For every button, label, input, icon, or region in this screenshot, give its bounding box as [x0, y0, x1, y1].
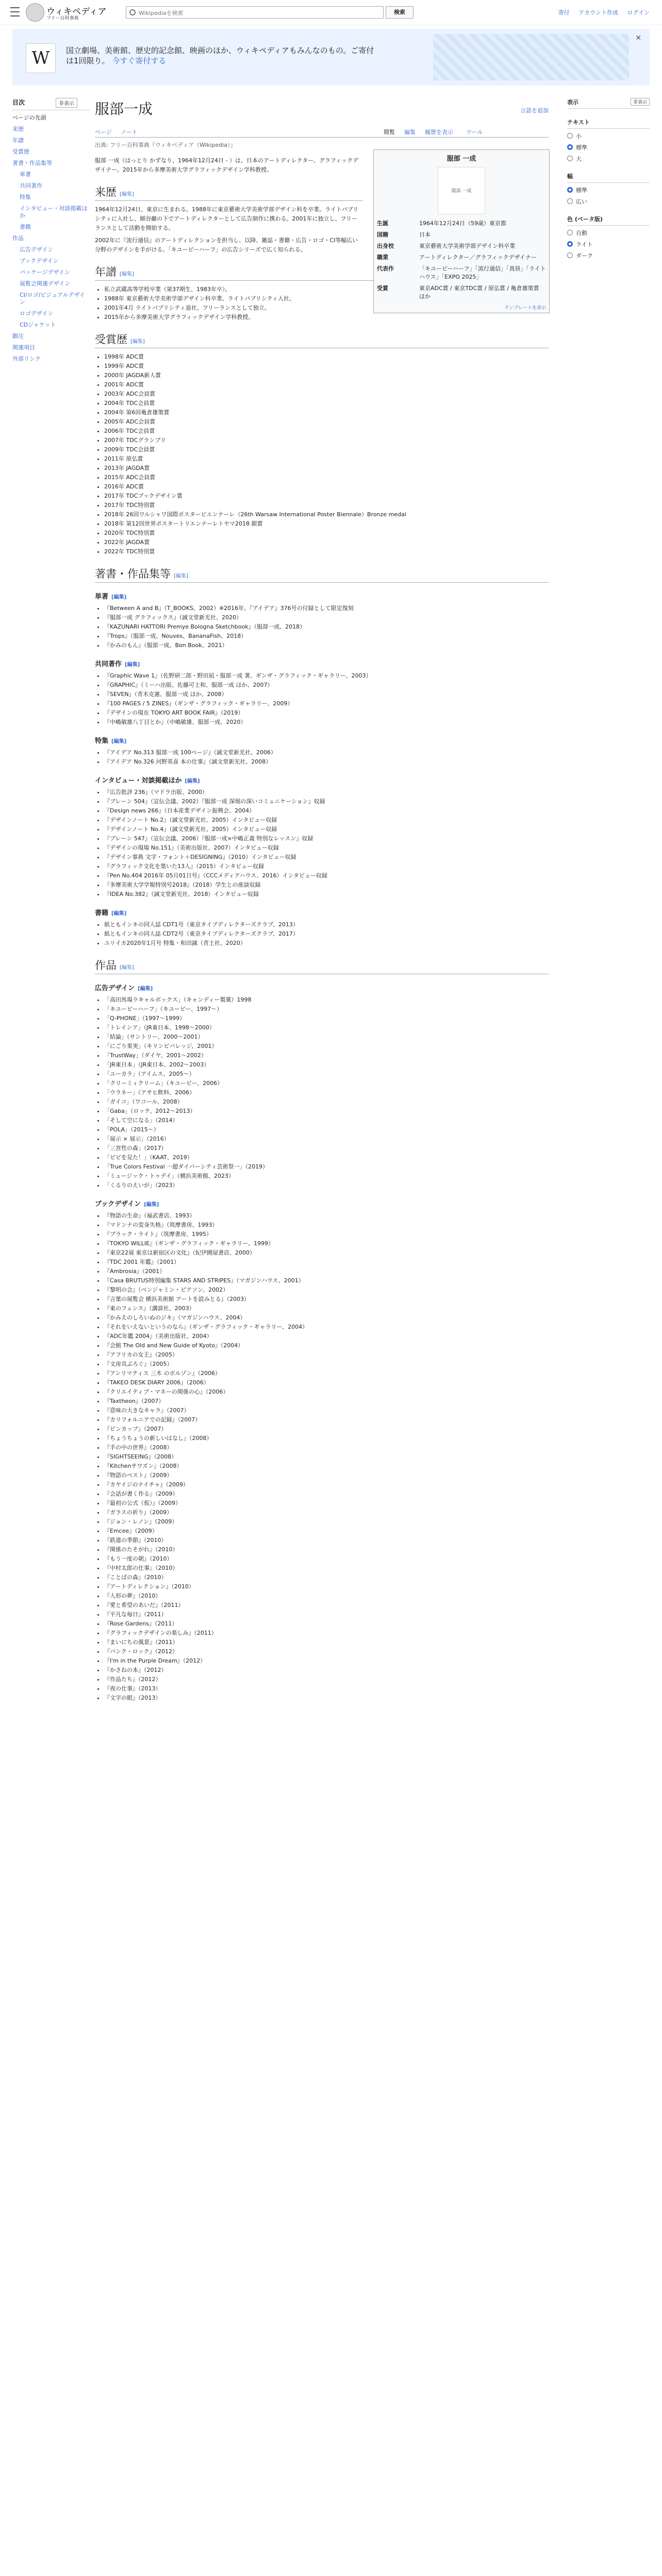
search-button[interactable]: 検索 — [386, 6, 413, 19]
award-item: • 2017年 TDCブックデザイン賞 — [104, 492, 549, 501]
subheading-tanchou — [95, 591, 549, 601]
color-auto[interactable] — [567, 229, 650, 237]
award-item: • 2015年 ADC会員賞 — [104, 473, 549, 482]
ad-work-item: • 「ミュージック・トゥデイ」（横浜美術館、2023） — [104, 1172, 549, 1181]
book-design-item: • 『もう一度の朝』（2010） — [104, 1554, 549, 1564]
toc-item[interactable]: 脚注 — [12, 333, 24, 340]
ad-work-item: • 「ピピを見た！」（KAAT、2019） — [104, 1153, 549, 1162]
page-tabs — [95, 124, 549, 138]
infobox-key: 職業 — [377, 254, 388, 261]
subheading-kyoudou — [95, 658, 549, 668]
book-design-item: • 『Ambrosia』（2001） — [104, 1267, 549, 1276]
banner-text — [66, 45, 375, 66]
tab-tools[interactable]: ツール — [466, 129, 483, 135]
book-design-item: • 『最初の公式（仮）』（2009） — [104, 1499, 549, 1508]
interview-item: • 『Design news 266』（日本産業デザイン振興会、2004） — [104, 806, 549, 816]
toc-item[interactable]: ロゴデザイン — [20, 310, 54, 317]
book-item: • 紙ともインキの同人誌 CDT2号（東京タイプディレクターズクラブ、2017） — [104, 929, 549, 939]
wikipedia-logo[interactable] — [26, 3, 44, 22]
nenpu-item: • 2015年から多摩美術大学グラフィックデザイン学科教授。 — [104, 313, 549, 322]
book-design-item: • 『平凡な毎日』（2011） — [104, 1610, 549, 1619]
book-design-item: • 『TOKYO WILLIE』（ギンザ・グラフィック・ギャラリー、1999） — [104, 1239, 549, 1248]
ad-work-item: • 「結論」（サントリー、2000〜2001） — [104, 1032, 549, 1042]
infobox-title: 服部 一成 — [446, 155, 476, 163]
book-design-item: • 『かさねの本』（2012） — [104, 1666, 549, 1675]
ad-work-item: • 「にごり果実」（キリンビバレッジ、2001） — [104, 1042, 549, 1051]
infobox-key: 受賞 — [377, 285, 388, 292]
infobox-value: 東京藝術大学美術学部デザイン科卒業 — [419, 243, 516, 249]
toc-item[interactable]: 外部リンク — [12, 355, 41, 362]
toc-item[interactable]: 年譜 — [12, 137, 24, 144]
award-item: • 1999年 ADC賞 — [104, 362, 549, 371]
interview-item: • 『デザインノート No.2』（誠文堂新光社、2005）インタビュー収録 — [104, 816, 549, 825]
ad-work-item: • 「Q-PHONE」（1997〜1999） — [104, 1014, 549, 1023]
subheading-tokushu — [95, 735, 549, 745]
subheading-book — [95, 1198, 549, 1208]
appearance-hide-button[interactable]: 非表示 — [631, 98, 650, 106]
award-item: • 1998年 ADC賞 — [104, 352, 549, 362]
ad-work-item: • 「ユーカラ」（アイムス、2005〜） — [104, 1070, 549, 1079]
book-design-item: • 『Taxtheon』（2007） — [104, 1397, 549, 1406]
nenpu-title: 年譜 — [95, 266, 117, 278]
section-heading-sakuhin — [95, 957, 549, 974]
banner-decoration — [433, 34, 629, 80]
book-list — [104, 1211, 549, 1703]
ad-work-item: • 「キユーピーハーフ」（キユーピー、1997〜） — [104, 1005, 549, 1014]
book-item: • 『100 PAGES / 5 ZINES』（ギンザ・グラフィック・ギャラリー、2009） — [104, 699, 549, 708]
book-design-item: • 『アフリカの女王』（2005） — [104, 1350, 549, 1360]
ad-work-item: • 「トレインア」（JR東日本、1998〜2000） — [104, 1023, 549, 1032]
kyoudou-list — [104, 671, 549, 727]
color-light[interactable] — [567, 240, 650, 248]
book-item: • 『GRAPHIC』（ミーハ出版、佐藤可士和、服部一成 ほか、2007） — [104, 681, 549, 690]
award-item: • 2006年 TDC会員賞 — [104, 427, 549, 436]
book-design-item: • 『言葉の展覧会 横浜美術館 アートを読みとる』（2003） — [104, 1295, 549, 1304]
appearance-panel — [567, 98, 650, 269]
book-design-item: • 『黎明の会』（ベンジャミン・ピアソン、2002） — [104, 1285, 549, 1295]
ad-work-item: • 「くるりのえいが」（2023） — [104, 1181, 549, 1190]
edit-link[interactable]: [編集] — [144, 1202, 159, 1208]
book-design-item: • 『ピンカップ』（2007） — [104, 1425, 549, 1434]
infobox-value: 「キユーピーハーフ」「流行通信」「真昼」「ライトハウス」「EXPO 2025」 — [419, 265, 546, 280]
color-heading: 色 (ベータ版) — [567, 215, 650, 226]
radio-icon — [567, 198, 573, 204]
book-design-item: • 『会話が書く作る』（2009） — [104, 1489, 549, 1499]
toc-list — [12, 114, 90, 363]
site-header — [0, 0, 662, 25]
jushou-list — [104, 352, 549, 556]
width-wide[interactable] — [567, 197, 650, 206]
book-design-item: • 『クリエイティブ・マネーの関係の心』（2006） — [104, 1387, 549, 1397]
toc-heading: 目次 — [12, 99, 25, 106]
nenpu-item: • 2001年4月 ライトパブリシティ退社、フリーランスとして独立。 — [104, 303, 549, 313]
award-item: • 2022年 JAGDA賞 — [104, 538, 549, 547]
award-item: • 2013年 JAGDA賞 — [104, 464, 549, 473]
ad-work-item: • 「TrustWay」（ダイヤ、2001〜2002） — [104, 1051, 549, 1060]
edit-link[interactable]: [編集] — [185, 778, 200, 784]
ad-work-item: • 「Gaba」（ロッテ、2012〜2013） — [104, 1107, 549, 1116]
infobox-key: 国籍 — [377, 231, 388, 238]
color-dark-label: ダーク — [576, 252, 593, 259]
interview-list — [104, 788, 549, 899]
book-design-item: • 『それをいえないというのなら』（ギンザ・グラフィック・ギャラリー、2004） — [104, 1323, 549, 1332]
text-size-small-label: 小 — [576, 133, 582, 140]
width-standard[interactable] — [567, 186, 650, 194]
ad-work-item: • 「三宮性の森」（2017） — [104, 1144, 549, 1153]
section-heading-jushou — [95, 331, 549, 348]
shoseki-list — [104, 920, 549, 948]
donate-link[interactable]: 寄付 — [558, 9, 570, 16]
award-item: • 2003年 ADC会員賞 — [104, 389, 549, 399]
toc-item[interactable]: 来歴 — [12, 126, 24, 132]
search-box[interactable] — [126, 6, 384, 19]
ad-work-item: • 「True Colors Festival 一超ダイバーシティ芸術祭一」（2019） — [104, 1162, 549, 1172]
interview-item: • 『ブレーン 504』（宣伝会議、2002）『服部一成 深堀の深いコミュニケーション』収録 — [104, 797, 549, 806]
interview-item: • 『ブレーン 547』（宣伝会議、2006）『服部一成×中嶋正義 特別なレッスン』収録 — [104, 834, 549, 843]
book-item: • 『SEVEN』（青木克憲、服部一成 ほか、2008） — [104, 690, 549, 699]
book-design-item: • 『ジョン・レノン』（2009） — [104, 1517, 549, 1527]
jushou-title: 受賞歴 — [95, 333, 127, 346]
subheading-koukoku — [95, 982, 549, 992]
book-item: • 『中嶋敏雄八丁目とか』（中嶋敏雄、服部一成、2020） — [104, 718, 549, 727]
book-item: • 『Between A and B』（T_BOOKS、2002）※2016年、『アイデア』376号の付録として限定復刻 — [104, 604, 549, 613]
book-design-item: • 『ちょうちょうの新しいはなし』（2008） — [104, 1434, 549, 1443]
award-item: • 2018年 第12回世界ポスタートリエンナーレトヤマ2018 銀賞 — [104, 519, 549, 529]
edit-link[interactable]: [編集] — [120, 272, 134, 277]
tanchou-list — [104, 604, 549, 650]
appearance-heading — [567, 98, 650, 109]
book-design-item: • 『TAKEO DESK DIARY 2006』（2006） — [104, 1378, 549, 1387]
radio-selected-icon — [567, 187, 573, 193]
interview-item: • 『デザイン事典 文字・フォント＋DESIGNING』（2010）インタビュー収録 — [104, 853, 549, 862]
infobox-value: 東京ADC賞 / 東京TDC賞 / 原弘賞 / 亀倉雄策賞 ほか — [419, 285, 539, 300]
book-design-item: • 『TDC 2001 年鑑』（2001） — [104, 1258, 549, 1267]
interview-item: • 『グラフィック文化を築いた13人』（2015）インタビュー収録 — [104, 862, 549, 871]
book-design-item: • 『Casa BRUTUS特別編集 STARS AND STRIPES』（マガジンハウス、2001） — [104, 1276, 549, 1285]
text-size-large-label: 大 — [576, 156, 582, 162]
book-item: • 『Graphic Wave 1』（佐野研二郎・野田凪・服部一成 著、ギンザ・グラフィック・ギャラリー、2003） — [104, 671, 549, 681]
book-design-item: • 『作品たち』（2012） — [104, 1675, 549, 1684]
award-item: • 2018年 26回ワルシャワ国際ポスタービエンナーレ（26th Warsaw International Poster Biennale）Bronze medal — [104, 510, 549, 519]
infobox-key: 代表作 — [377, 265, 394, 272]
banner-w-logo: W — [26, 43, 56, 73]
award-item: • 2000年 JAGDA新人賞 — [104, 371, 549, 380]
ad-work-item: • 「ガイコ」（ワコール、2008） — [104, 1097, 549, 1107]
book-design-item: • 『アートディレクション』（2010） — [104, 1582, 549, 1591]
main-menu-icon[interactable] — [10, 7, 20, 16]
edit-link[interactable]: [編集] — [130, 339, 145, 345]
infobox-image — [438, 167, 485, 214]
interview-item: • 『IDEA No.382』（誠文堂新光社、2018）インタビュー収録 — [104, 890, 549, 899]
subheading-shoseki — [95, 907, 549, 917]
radio-selected-icon — [567, 144, 573, 150]
logo-title[interactable]: ウィキペディア — [46, 7, 107, 17]
award-item: • 2004年 TDC会員賞 — [104, 399, 549, 408]
table-of-contents — [12, 98, 90, 367]
toc-item[interactable]: インタビュー・対談掲載ほか — [20, 205, 88, 219]
article — [95, 88, 549, 1703]
toc-item[interactable]: 展覧会関連デザイン — [20, 280, 71, 287]
interview-item: • 『Pen No.404 2016年 05月01日号』（CCCメディアハウス、2016）インタビュー収録 — [104, 871, 549, 880]
book-design-item: • 『物語の生命』（福武書店、1993） — [104, 1211, 549, 1221]
text-size-small[interactable] — [567, 132, 650, 140]
book-design-item: • 『中村太郎の仕事』（2010） — [104, 1564, 549, 1573]
section-heading-chosho — [95, 566, 549, 583]
width-heading: 幅 — [567, 172, 650, 183]
edit-link[interactable]: [編集] — [174, 573, 188, 579]
rireki-p1: 1964年12月24日、東京に生まれる。1988年に東京藝術大学美術学部デザイン科を卒業。ライトパブリシティに入社し、細谷巖の下でアートディレクターとして広告制作に携わる。2001年に独立し、フリーランスとして活動を開始する。 — [95, 206, 359, 231]
toc-item[interactable]: CDジャケット — [20, 321, 56, 328]
book-design-item: • 『Rose Gardens』（2011） — [104, 1619, 549, 1629]
infobox-key: 生誕 — [377, 220, 388, 227]
interview-item: • 『デザインノート No.4』（誠文堂新光社、2005）インタビュー収録 — [104, 825, 549, 834]
infobox-row — [374, 240, 549, 251]
book-item: • 紙ともインキの同人誌 CDT1号（東京タイプディレクターズクラブ、2013） — [104, 920, 549, 929]
donation-banner — [12, 29, 650, 86]
book-item: • 『かみのもん』（服部一成、Bon Book、2021） — [104, 641, 549, 650]
book-design-item: • 『ことばの森』（2010） — [104, 1573, 549, 1582]
book-design-item: • 『アンリマティス 三木 のボルゾン』（2006） — [104, 1369, 549, 1378]
book-design-item: • 『物語のベスト』（2009） — [104, 1471, 549, 1480]
toc-item[interactable]: 著書・作品集等 — [12, 160, 52, 166]
ad-work-item: • 「高田馬場ラキャルボックス」（キャンディー製菓）1998 — [104, 995, 549, 1005]
book-design-item: • 『マドンナの変身失格』（筑摩書房、1993） — [104, 1221, 549, 1230]
search-icon — [129, 9, 136, 15]
infobox-row — [374, 282, 549, 302]
text-size-heading: テキスト — [567, 118, 650, 129]
ad-work-item: • 「展示 × 展示」（2016） — [104, 1134, 549, 1144]
award-item: • 2017年 TDC特別賞 — [104, 501, 549, 510]
book-design-item: • 『SIGHTSEEING』（2008） — [104, 1452, 549, 1462]
ad-work-item: • 「POLA」（2015〜） — [104, 1125, 549, 1134]
toc-item[interactable]: CI/ロゴ/ビジュアルデザイン — [20, 292, 85, 306]
award-item: • 2001年 ADC賞 — [104, 380, 549, 389]
tab-read[interactable]: 閲覧 — [384, 129, 395, 135]
koukoku-list — [104, 995, 549, 1190]
book-design-item: • 『かみえのしろいぬのジキ』（マガジンハウス、2004） — [104, 1313, 549, 1323]
infobox-row — [374, 251, 549, 263]
interview-item: • 『多摩美術大学学報特別号2018』（2018）学生との座談収録 — [104, 880, 549, 890]
toc-item[interactable]: 関連項目 — [12, 344, 35, 351]
book-design-item: • 『手の中の世界』（2008） — [104, 1443, 549, 1452]
infobox-row — [374, 229, 549, 240]
color-dark[interactable] — [567, 251, 650, 260]
edit-link[interactable]: [編集] — [111, 911, 127, 917]
user-tools — [551, 8, 650, 16]
book-design-item: • 『I'm in the Purple Dream』（2012） — [104, 1656, 549, 1666]
interview-item: • 『広告批評 236』（マドラ出版、2000） — [104, 788, 549, 797]
radio-selected-icon — [567, 241, 573, 247]
book-design-item: • 『パンク・ロック』（2012） — [104, 1647, 549, 1656]
book-design-item: • 『まいにちの風景』（2011） — [104, 1638, 549, 1647]
book-design-item: • 『文字の眼』（2013） — [104, 1693, 549, 1703]
toc-hide-button[interactable]: 非表示 — [56, 98, 77, 108]
width-standard-label: 標準 — [576, 187, 587, 194]
tab-talk[interactable]: ノート — [121, 129, 138, 135]
book-design-item: • 『鉄道の季節』（2010） — [104, 1536, 549, 1545]
book-design-item: • 『会館 The Old and New Guide of Kyoto』（2004） — [104, 1341, 549, 1350]
book-design-item: • 『文房具ぶろぐ』（2005） — [104, 1360, 549, 1369]
tab-article[interactable]: ページ — [95, 129, 112, 135]
subheading-interview — [95, 775, 549, 785]
radio-icon — [567, 252, 573, 258]
edit-link[interactable]: [編集] — [125, 662, 140, 668]
infobox-value: 1964年12月24日（59歳）東京都 — [419, 220, 506, 227]
koukoku-title: 広告デザイン — [95, 985, 135, 992]
tab-history[interactable]: 履歴を表示 — [425, 129, 453, 135]
tanchou-title: 単著 — [95, 593, 109, 601]
book-item: • 『KAZUNARI HATTORI Premye Bologna Sketchbook』（服部一成、2018） — [104, 622, 549, 632]
infobox-key: 出身校 — [377, 243, 394, 249]
infobox-table — [374, 217, 549, 302]
banner-donate-link[interactable]: 今すぐ寄付する — [112, 56, 167, 65]
ad-work-item: • 「ウラネー」（アサヒ飲料、2006） — [104, 1088, 549, 1097]
toc-item[interactable]: 共同著作 — [20, 182, 42, 189]
appearance-title: 表示 — [567, 99, 578, 106]
radio-icon — [567, 230, 573, 235]
edit-link[interactable]: [編集] — [120, 965, 134, 971]
logo-subtitle: フリー百科事典 — [46, 16, 79, 21]
color-light-label: ライト — [576, 241, 593, 248]
book-design-item: • 『夜の仕事』（2013） — [104, 1684, 549, 1693]
width-wide-label: 広い — [576, 198, 587, 205]
ad-work-item: • 「クリーミィクリーム」（キユーピー、2006） — [104, 1079, 549, 1088]
nenpu-item: • 1988年 東京藝術大学美術学部デザイン科卒業、ライトパブリシティ入社。 — [104, 294, 549, 303]
text-size-standard[interactable] — [567, 143, 650, 151]
book-design-item: • 『意味の大きなキャラ』（2007） — [104, 1406, 549, 1415]
rireki-title: 来歴 — [95, 186, 117, 198]
page-title: 服部一成 — [95, 100, 153, 117]
tokushu-title: 特集 — [95, 737, 109, 745]
book-design-item: • 『関係のたそがれ』（2010） — [104, 1545, 549, 1554]
sakuhin-title: 作品 — [95, 959, 117, 972]
award-item: • 2004年 第6回亀倉雄策賞 — [104, 408, 549, 417]
award-item: • 2005年 ADC会員賞 — [104, 417, 549, 427]
toc-item[interactable]: 受賞歴 — [12, 148, 29, 155]
book-item: • 『Trops』（服部一成、Nouves、BananaFish、2018） — [104, 632, 549, 641]
toc-item[interactable]: 広告デザイン — [20, 246, 54, 253]
book-design-item: • 『カヤイジのナイチャ』（2009） — [104, 1480, 549, 1489]
toc-item[interactable]: パッケージデザイン — [20, 269, 71, 276]
banner-message: 国立劇場、美術館、歴史的記念館、映画のほか、ウィキペディアもみんなのもの。ご寄付は1回限り。 — [66, 46, 374, 65]
tab-edit[interactable]: 編集 — [404, 129, 416, 135]
award-item: • 2007年 TDCグランプリ — [104, 436, 549, 445]
toc-item[interactable]: 書籍 — [20, 224, 31, 230]
infobox-value: アートディレクター／グラフィックデザイナー — [419, 254, 537, 261]
infobox-value: 日本 — [419, 231, 431, 238]
award-item: • 2022年 TDC特別賞 — [104, 547, 549, 556]
book-design-item: • 『東のフェンス』（講談社、2003） — [104, 1304, 549, 1313]
tokushu-list — [104, 748, 549, 767]
edit-link[interactable]: [編集] — [138, 986, 153, 992]
interview-title: インタビュー・対談掲載ほか — [95, 777, 182, 785]
infobox-image-caption: 服部 一成 — [451, 189, 472, 194]
book-title: ブックデザイン — [95, 1200, 141, 1208]
ad-work-item: • 「JR東日本」（JR東日本、2002〜2003） — [104, 1060, 549, 1070]
infobox — [373, 149, 550, 313]
radio-icon — [567, 133, 573, 139]
book-item: • ユリイカ2020年1月号 特集・和田誠（青土社、2020） — [104, 939, 549, 948]
feature-item: • 『アイデア No.326 河野英喜 本の仕事』（誠文堂新光社、2008） — [104, 757, 549, 767]
book-item: • 『服部一成 グラフィックス』（誠文堂新光社、2020） — [104, 613, 549, 622]
close-icon[interactable]: ✕ — [635, 34, 641, 42]
book-design-item: • 『カリフォルニアでの記録』（2007） — [104, 1415, 549, 1425]
edit-link[interactable]: [編集] — [111, 595, 127, 600]
login-link[interactable]: ログイン — [627, 9, 650, 16]
book-item: • 『デザインの現在 TOKYO ART BOOK FAIR』（2019） — [104, 708, 549, 718]
toc-item[interactable]: ブックデザイン — [20, 258, 59, 264]
chosho-title: 著書・作品集等 — [95, 568, 171, 580]
award-item: • 2020年 TDC特別賞 — [104, 529, 549, 538]
book-design-item: • 『人形の夢』（2010） — [104, 1591, 549, 1601]
toc-item[interactable]: 単著 — [20, 171, 31, 178]
ad-work-item: • 「そして空になる」（2014） — [104, 1116, 549, 1125]
toc-item[interactable]: ページの先頭 — [12, 114, 46, 121]
infobox-row — [374, 263, 549, 282]
toc-item[interactable]: 特集 — [20, 194, 31, 200]
nenpu-item: • 私立武蔵高等学校卒業（第37期生、1983年卒）。 — [104, 285, 549, 294]
lede-paragraph: 服部 一成（はっとり かずなり、1964年12月24日 - ）は、日本のアートディレクター、グラフィックデザイナー。2015年から多摩美術大学グラフィックデザイン学科教授。 — [95, 157, 358, 173]
book-design-item: • 『ガラスの祈り』（2009） — [104, 1508, 549, 1517]
book-design-item: • 『グラフィックデザインの楽しみ』（2011） — [104, 1629, 549, 1638]
award-item: • 2009年 TDC会員賞 — [104, 445, 549, 454]
radio-icon — [567, 156, 573, 161]
feature-item: • 『アイデア No.313 服部一成 100ページ』（誠文堂新光社、2006） — [104, 748, 549, 757]
rireki-p2: 2002年に『流行通信』のアートディレクションを担当し、以降、雑誌・書籍・広告・ロゴ・CI等幅広い分野のデザインを手がける。「キユーピーハーフ」の広告シリーズで広く知られる。 — [95, 237, 358, 253]
book-design-item: • 『Emcee』（2009） — [104, 1527, 549, 1536]
book-design-item: • 『Kitchenサワズン』（2008） — [104, 1462, 549, 1471]
book-design-item: • 『ADC年鑑 2004』（美術出版社、2004） — [104, 1332, 549, 1341]
book-design-item: • 『ブラック・ライト』（筑摩書房、1995） — [104, 1230, 549, 1239]
language-button[interactable]: 言語を追加 — [520, 107, 549, 114]
award-item: • 2016年 ADC賞 — [104, 482, 549, 492]
book-design-item: • 『東京22展 東京は新宿区の文化』（紀伊國屋書店、2000） — [104, 1248, 549, 1258]
infobox-row — [374, 217, 549, 229]
book-design-item: • 『愛と希望のあいだ』（2011） — [104, 1601, 549, 1610]
shoseki-title: 書籍 — [95, 909, 109, 917]
from-line: 出典: フリー百科事典『ウィキペディア（Wikipedia）』 — [95, 142, 236, 148]
award-item: • 2011年 原弘賞 — [104, 454, 549, 464]
kyoudou-title: 共同著作 — [95, 660, 122, 668]
section-heading-rireki — [95, 184, 363, 201]
text-size-standard-label: 標準 — [576, 144, 587, 151]
edit-link[interactable]: [編集] — [111, 739, 127, 744]
interview-item: • 『デザインの現場 No.151』（美術出版社、2007）インタビュー収録 — [104, 843, 549, 853]
template-link[interactable]: テンプレートを表示 — [504, 306, 546, 311]
search-input[interactable] — [138, 7, 367, 19]
edit-link[interactable]: [編集] — [120, 192, 134, 197]
text-size-large[interactable] — [567, 155, 650, 163]
color-auto-label: 自動 — [576, 230, 587, 236]
toc-item[interactable]: 作品 — [12, 235, 24, 242]
create-account-link[interactable]: アカウント作成 — [578, 9, 619, 16]
